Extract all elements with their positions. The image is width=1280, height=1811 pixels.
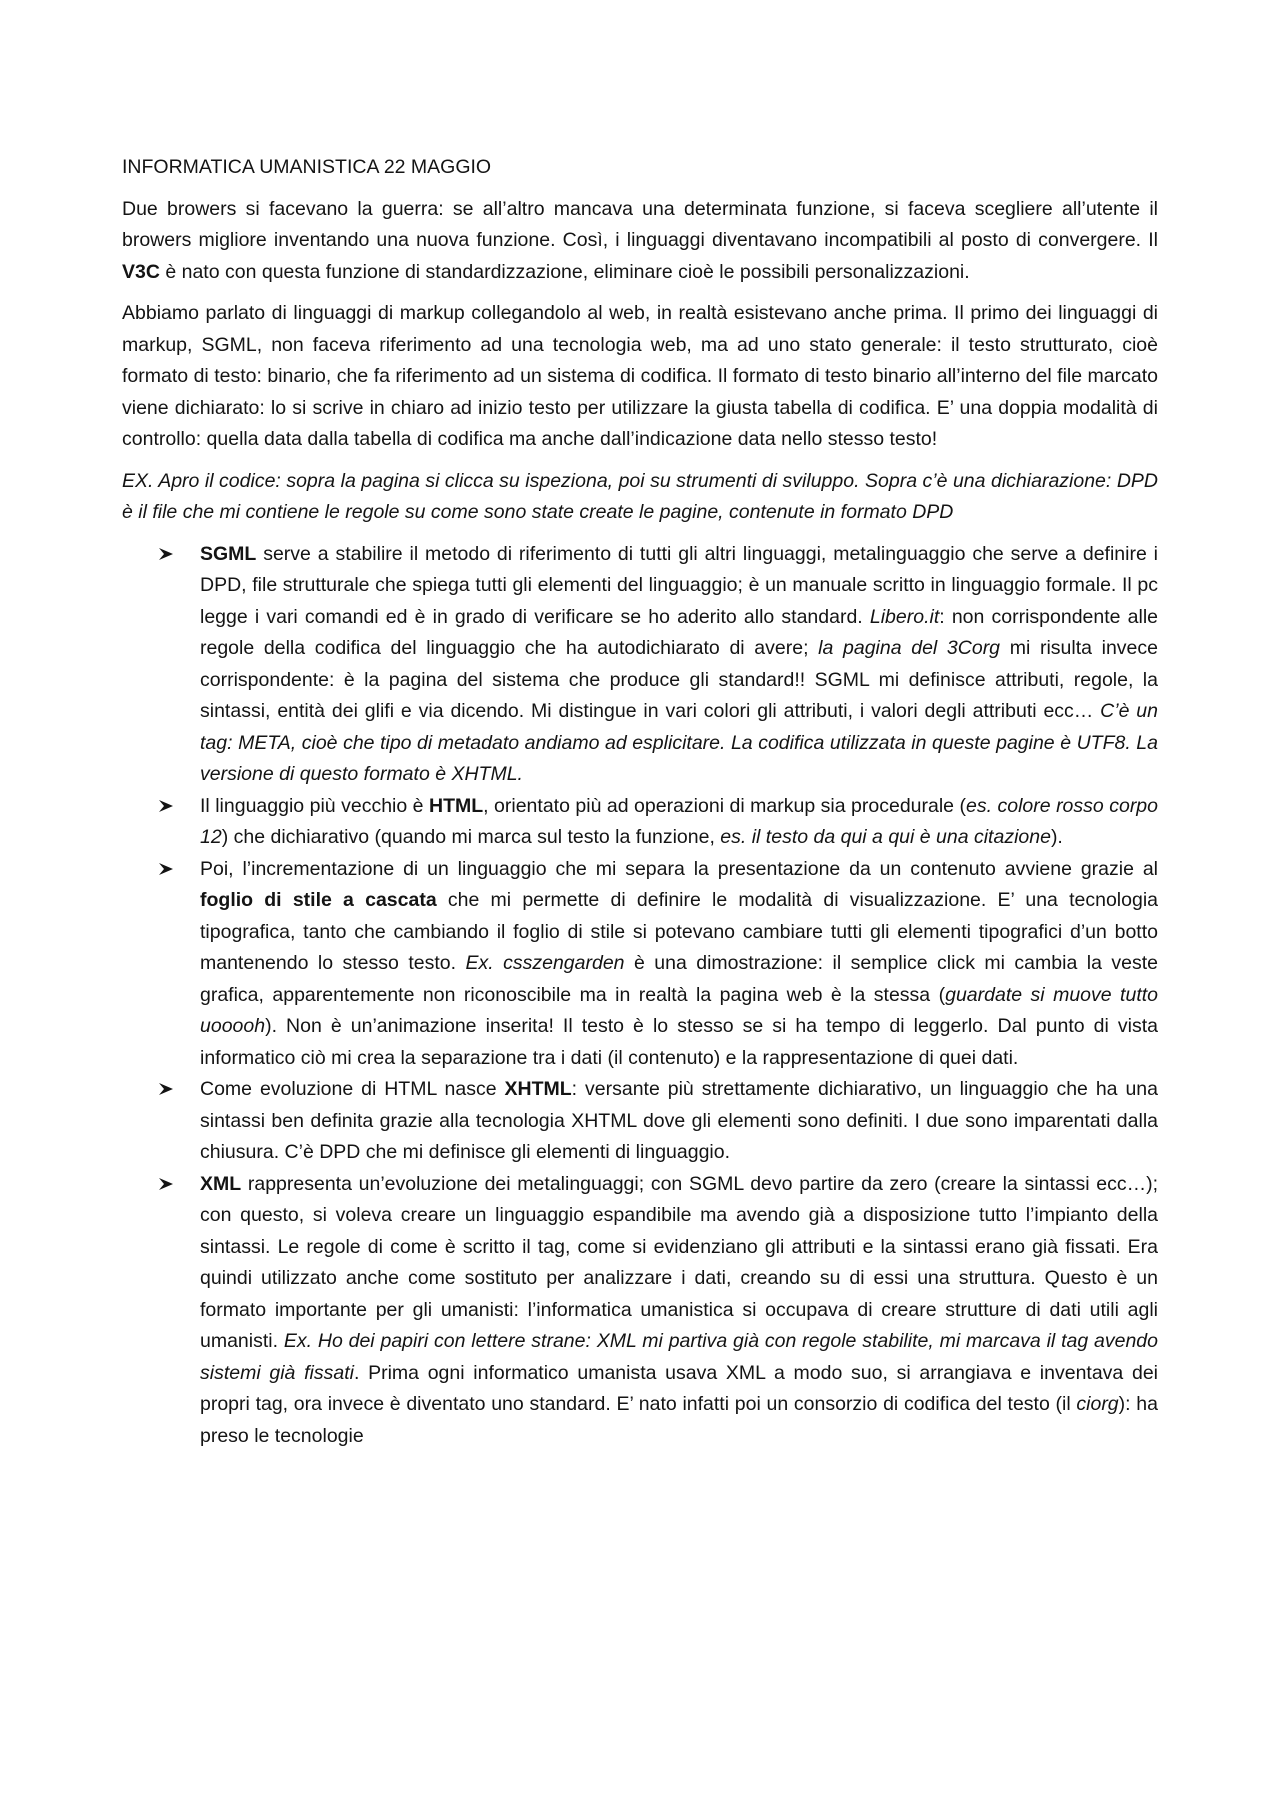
text: : non corrispondente alle regole della codifica del linguaggio che ha autodichiarato di avere; (200, 605, 1159, 659)
arrow-bullet-icon (158, 854, 178, 885)
italic-text: Ex. csszengarden (465, 952, 625, 974)
arrow-bullet-icon (158, 539, 178, 570)
text: mi risulta invece corrispondente: è la pagina del sistema che produce gli standard!! SGML mi definisce attributi, regole, la sintassi, entità dei glifi e via dicendo. Mi distingue in vari colori gli attributi, i valori degli attributi ecc… (200, 637, 1158, 722)
text: Il linguaggio più vecchio è (200, 794, 429, 817)
italic-text: ciorg (1076, 1393, 1119, 1415)
document-page (122, 152, 1158, 1452)
italic-text: es. il testo da qui a qui è una citazione (720, 826, 1051, 848)
text: ). (1050, 826, 1063, 848)
paragraph-example-code: EX. Apro il codice: sopra la pagina si clicca su ispeziona, poi su strumenti di sviluppo. Sopra c’è una dichiarazione: DPD è il file che mi contiene le regole su come sono state create le pagine, contenute in formato DPD (122, 469, 1158, 523)
bold-term: HTML (429, 794, 484, 817)
text: è nato con questa funzione di standardizzazione, eliminare cioè le possibili personalizzazioni. (159, 260, 970, 283)
list-item-xhtml (122, 1074, 1158, 1169)
paragraph-markup-history: Abbiamo parlato di linguaggi di markup collegandolo al web, in realtà esistevano anche prima. Il primo dei linguaggi di markup, SGML, non faceva riferimento ad una tecnologia web, ma ad uno stato generale: il testo strutturato, cioè formato di testo: binario, che fa riferimento ad un sistema di codifica. Il formato di testo binario all’interno del file marcato viene dichiarato: lo si scrive in chiaro ad inizio testo per utilizzare la giusta tabella di codifica. E’ una doppia modalità di controllo: quella data dalla tabella di codifica ma anche dall’indicazione data nello stesso testo! (122, 302, 1158, 450)
bullet-list (122, 539, 1158, 1453)
bold-term: XHTML (504, 1078, 572, 1100)
italic-text: Libero.it (869, 605, 940, 628)
italic-text: C’è un tag: META, cioè che tipo di metadato andiamo ad esplicitare. La codifica utilizzata in queste pagine è UTF8. La versione di questo formato è XHTML. (200, 700, 1158, 785)
text: ). Non è un’animazione inserita! Il testo è lo stesso se si ha tempo di leggerlo. Dal punto di vista informatico ciò mi crea la separazione tra i dati (il contenuto) e la rappresentazione di quei dati. (200, 1015, 1158, 1069)
text: : versante più strettamente dichiarativo, un linguaggio che ha una sintassi ben definita grazie alla tecnologia XHTML dove gli elementi sono definiti. I due sono imparentati dalla chiusura. C’è DPD che mi definisce gli elementi di linguaggio. (200, 1078, 1158, 1163)
arrow-bullet-icon (158, 791, 178, 822)
list-item-xml (122, 1169, 1158, 1453)
italic-text: la pagina del 3Corg (818, 637, 1001, 659)
list-item-html (122, 791, 1158, 854)
bold-term: foglio di stile a cascata (200, 889, 437, 911)
bold-term: V3C (122, 260, 160, 283)
text: che mi permette di definire le modalità di visualizzazione. E’ una tecnologia tipografica, tanto che cambiando il foglio di stile si potevano cambiare tutti gli elementi tipografici d’un botto mantenendo lo stesso testo. (200, 889, 1158, 974)
italic-text: es. colore rosso corpo 12 (200, 794, 1158, 848)
document-title: INFORMATICA UMANISTICA 22 MAGGIO (122, 156, 492, 178)
arrow-bullet-icon (158, 1074, 178, 1105)
bold-term: XML (200, 1172, 242, 1195)
text: serve a stabilire il metodo di riferimento di tutti gli altri linguaggi, metalinguaggio che serve a definire i DPD, file strutturale che spiega tutti gli elementi del linguaggio; è un manuale scritto in linguaggio formale. Il pc legge i vari comandi ed è in grado di verificare se ho aderito allo standard. (200, 542, 1158, 628)
text: è una dimostrazione: il semplice click mi cambia la veste grafica, apparentemente non riconoscibile ma in realtà la pagina web è la stessa ( (200, 952, 1158, 1006)
text: ): ha preso le tecnologie (200, 1393, 1158, 1447)
list-item-css (122, 854, 1158, 1075)
italic-text: guardate si muove tutto uooooh (200, 983, 1159, 1037)
paragraph-browser-war (122, 194, 1158, 289)
text: rappresenta un’evoluzione dei metalinguaggi; con SGML devo partire da zero (creare la sintassi ecc…); con questo, si voleva creare un linguaggio espandibile ma avendo già a disposizione tutto l’impianto della sintassi. Le regole di come è scritto il tag, come si evidenziano gli attributi e la sintassi erano già fissati. Era quindi utilizzato anche come sostituto per analizzare i dati, creando su di essi una struttura. Questo è un formato importante per gli umanisti: l’informatica umanistica si occupava di creare strutture di dati utili agli umanisti. (200, 1172, 1158, 1352)
text: ) che dichiarativo (quando mi marca sul testo la funzione, (221, 826, 721, 848)
italic-text: Ex. Ho dei papiri con lettere strane: XML mi partiva già con regole stabilite, mi marcava il tag avendo sistemi già fissati (200, 1330, 1158, 1384)
list-item-sgml (122, 539, 1158, 791)
text: Due browers si facevano la guerra: se all’altro mancava una determinata funzione, si faceva scegliere all’utente il browers migliore inventando una nuova funzione. Così, i linguaggi diventavano incompatibili al posto di convergere. Il (122, 197, 1158, 251)
bold-term: SGML (200, 542, 257, 565)
text: Come evoluzione di HTML nasce (200, 1078, 505, 1100)
text: . Prima ogni informatico umanista usava XML a modo suo, si arrangiava e inventava dei propri tag, ora invece è diventato uno standard. E’ nato infatti poi un consorzio di codifica del testo (il (200, 1361, 1158, 1415)
text: Poi, l’incrementazione di un linguaggio che mi separa la presentazione da un contenuto avviene grazie al (200, 857, 1158, 880)
arrow-bullet-icon (158, 1169, 178, 1200)
text: , orientato più ad operazioni di markup sia procedurale ( (483, 794, 966, 817)
